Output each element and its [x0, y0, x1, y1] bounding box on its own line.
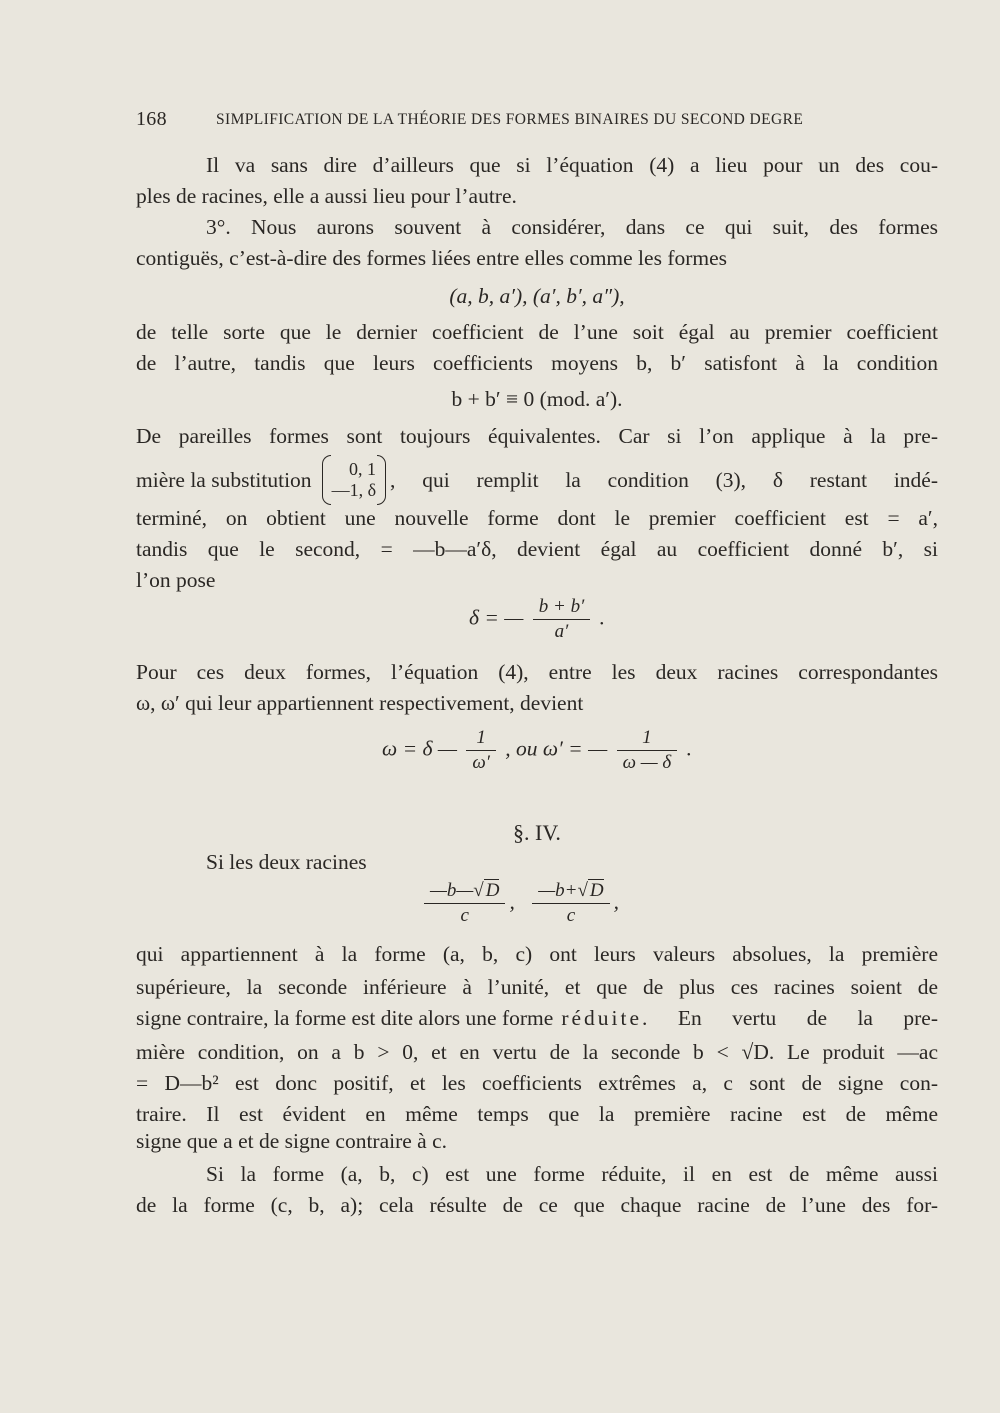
text-line-11: l’on pose	[136, 568, 216, 592]
text-line-20: traire. Il est évident en même temps que la première racine est de même	[136, 1102, 938, 1126]
root-fraction-2	[532, 880, 609, 927]
fraction-numerator: 1	[466, 727, 496, 751]
formula-omega-fraction-1	[466, 727, 496, 774]
running-head-title: SIMPLIFICATION DE LA THÉORIE DES FORMES BINAIRES DU SECOND DEGRE	[216, 111, 804, 128]
formula-roots: $\frac{—b—√ D}{c}$ , $\frac{—b+√ D}{c}$ ,	[420, 880, 720, 927]
fraction-denominator: c	[566, 905, 576, 926]
text-line-5: de telle sorte que le dernier coefficient de l’une soit égal au premier coefficient	[136, 320, 938, 344]
text-line-22: Si la forme (a, b, c) est une forme réduite, il en est de même aussi	[206, 1162, 938, 1186]
text-line-10: tandis que le second, = —b—a′δ, devient égal au coefficient donné b′, si	[136, 537, 938, 561]
formula-omega-part-a: ω = δ —	[382, 736, 457, 761]
text-line-8-end: , qui remplit la condition (3), δ restant indé-	[390, 467, 938, 492]
fraction-denominator: c	[460, 905, 469, 926]
formula-omega-end: .	[686, 736, 692, 761]
text-line-1: Il va sans dire d’ailleurs que si l’équation (4) a lieu pour un des cou-	[206, 153, 938, 177]
text-line-14: Si les deux racines	[206, 850, 367, 874]
text-line-13: ω, ω′ qui leur appartiennent respectivement, devient	[136, 691, 584, 715]
text-line-8	[136, 458, 938, 502]
running-header	[136, 108, 858, 136]
formula-delta-fraction	[533, 596, 590, 643]
term-reduite: réduite	[561, 1006, 643, 1030]
text-line-4: contiguës, c’est-à-dire des formes liées entre elles comme les formes	[136, 246, 728, 270]
radicand: D	[589, 880, 604, 901]
page-number: 168	[136, 108, 167, 130]
text-line-21: signe que a et de signe contraire à c.	[136, 1129, 448, 1153]
text-line-18: mière condition, on a b > 0, et en vertu de la seconde b < √D. Le produit —ac	[136, 1040, 938, 1064]
text-line-23: de la forme (c, b, a); cela résulte de ce que chaque racine de l’une des for-	[136, 1193, 938, 1217]
fraction-numerator: b + b′	[533, 596, 590, 620]
formula-congruence: b + b′ ≡ 0 (mod. a′).	[451, 387, 623, 411]
fraction-numerator: 1	[617, 727, 678, 751]
text-line-19: = D—b² est donc positif, et les coefficients extrêmes a, c sont de signe con-	[136, 1071, 938, 1095]
root-numerator-prefix: —b—	[430, 880, 474, 901]
section-heading: §. IV.	[513, 820, 561, 845]
formula-delta-end: .	[599, 605, 605, 630]
fraction-numerator: —b—√ D	[424, 880, 505, 904]
formula-delta-lhs: δ = —	[469, 605, 524, 630]
matrix-row-1: 0, 1	[349, 459, 377, 479]
root-numerator-prefix: —b+	[538, 880, 578, 901]
text-line-9: terminé, on obtient une nouvelle forme dont le premier coefficient est = a′,	[136, 506, 938, 530]
fraction-denominator: a′	[554, 621, 569, 642]
text-line-17-end: . En vertu de la pre-	[642, 1006, 938, 1030]
text-line-12: Pour ces deux formes, l’équation (4), entre les deux racines correspondantes	[136, 660, 938, 684]
substitution-matrix	[322, 459, 386, 501]
fraction-denominator: ω′	[472, 752, 490, 773]
formula-omega-fraction-2	[617, 727, 678, 774]
text-line-17	[136, 1006, 938, 1031]
fraction-numerator: —b+√ D	[532, 880, 609, 904]
text-line-15: qui appartiennent à la forme (a, b, c) ont leurs valeurs absolues, la première	[136, 942, 938, 966]
matrix-row-2: —1, δ	[331, 480, 377, 500]
text-line-6: de l’autre, tandis que leurs coefficients moyens b, b′ satisfont à la condition	[136, 351, 938, 375]
fraction-denominator: ω — δ	[622, 752, 672, 773]
formula-omega-part-b: , ou ω′ = —	[505, 736, 608, 761]
text-line-17-start: signe contraire, la forme est dite alors une forme	[136, 1006, 554, 1030]
text-line-8-start: mière la substitution	[136, 467, 312, 492]
text-line-16: supérieure, la seconde inférieure à l’unité, et que de plus ces racines soient de	[136, 975, 938, 999]
text-line-7: De pareilles formes sont toujours équivalentes. Car si l’on applique à la pre-	[136, 424, 938, 448]
text-line-2: ples de racines, elle a aussi lieu pour l’autre.	[136, 184, 517, 208]
radicand: D	[485, 880, 500, 901]
text-line-3: 3°. Nous aurons souvent à considérer, dans ce qui suit, des formes	[206, 215, 938, 239]
formula-omega	[136, 727, 938, 774]
formula-forms: (a, b, a′), (a′, b′, a″),	[449, 284, 625, 308]
root-fraction-1	[424, 880, 505, 927]
formula-delta	[136, 596, 938, 643]
